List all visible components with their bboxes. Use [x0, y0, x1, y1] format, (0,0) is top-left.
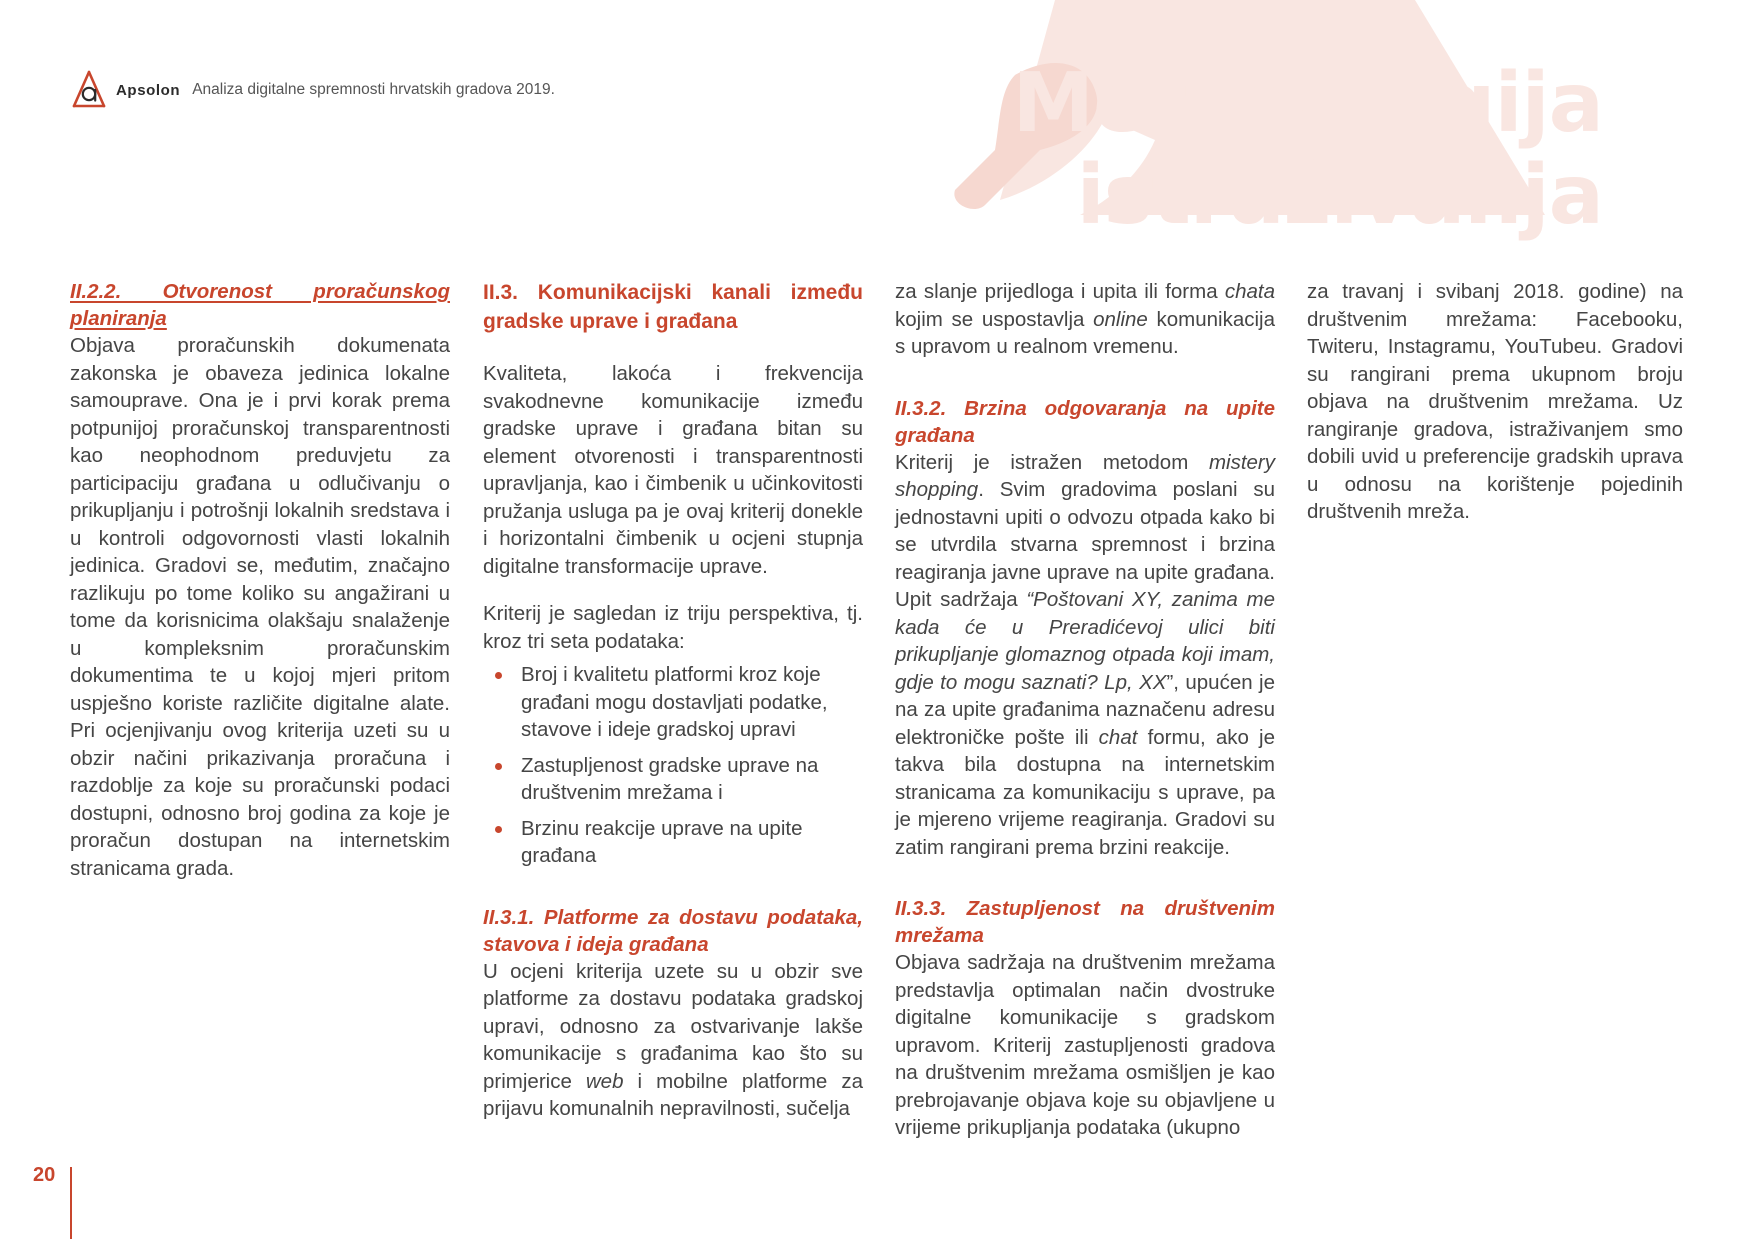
paragraph-criteria-perspectives: Kriterij je sagledan iz triju perspektiva, tj. kroz tri seta podataka:	[483, 602, 863, 653]
column-1	[70, 278, 450, 882]
brand-name: Apsolon	[116, 81, 181, 99]
paragraph-social-media-continued: za travanj i svibanj 2018. godine) na društvenim mrežama: Facebooku, Twiteru, Instagramu, YouTubeu. Gradovi su rangirani prema ukupnom broju objava na društvenim mrežama. Uz rangiranje gradova, istraživanjem smo dobili uvid u preferencije gradskih uprava u odnosu na korištenje pojedinih društvenih mreža.	[1307, 280, 1683, 523]
perspectives-list	[483, 661, 863, 870]
section-title-line1: Metodologija	[1012, 56, 1603, 151]
page-number: 20	[33, 1164, 56, 1186]
paragraph-platforms: U ocjeni kriterija uzete su u obzir sve platforme za dostavu podataka gradskoj upravi, odnosno za ostvarivanje lakše komunikacije s građanima kao što su primjerice web i mobilne platforme za prijavu komunalnih nepravilnosti, sučelja	[483, 959, 864, 1120]
paragraph-response-speed: Kriterij je istražen metodom mistery shopping. Svim gradovima poslani su jednostavni upiti o odvozu otpada kako bi se utvrdila stvarna spremnost i brzina reagiranja javne uprave na upite građana. Upit sadržaja “Poštovani XY, zanima me kada će u Preradićevoj ulici biti prikupljanje glomaznog otpada koji imam, gdje to mogu saznati? Lp, XX”, upućen je na za upite građanima naznačenu adresu elektroničke pošte ili chat formu, ako je takva bila dostupna na internetskim stranicama za komunikaciju s uprave, pa je mjereno vrijeme reagiranja. Gradovi su zatim rangirani prema brzini reakcije.	[895, 450, 1276, 859]
paragraph-social-media: Objava sadržaja na društvenim mrežama predstavlja optimalan način dvostruke digitalne komunikacije s gradskom upravom. Kriterij zastupljenosti gradova na društvenim mrežama osmišljen je kao prebrojavanje objava koje su objavljene u vrijeme prikupljanja podataka (ukupno	[895, 951, 1275, 1139]
column-2	[483, 278, 863, 1123]
list-item: Brzinu reakcije uprave na upite građana	[483, 815, 863, 870]
paragraph-communication-intro: Kvaliteta, lakoća i frekvencija svakodnevne komunikacije između gradske uprave i građana bitan su element otvorenosti i transparentnosti upravljanja, kao i čimbenik u učinkovitosti pružanja usluga pa je ovaj kriterij donekle i horizontalni čimbenik u ocjeni stupnja digitalne transformacije uprave.	[483, 362, 863, 578]
column-4	[1307, 278, 1683, 526]
column-3	[895, 278, 1275, 1142]
heading-response-speed: II.3.2. Brzina odgovaranja na upite građana	[895, 396, 1275, 447]
list-item: Zastupljenost gradske uprave na društvenim mrežama i	[483, 752, 863, 807]
list-item: Broj i kvalitetu platformi kroz koje građani mogu dostavljati podatke, stavove i ideje gradskoj upravi	[483, 661, 863, 744]
paragraph-platforms-continued: za slanje prijedloga i upita ili forma chata kojim se uspostavlja online komunikacija s upravom u realnom vremenu.	[895, 280, 1275, 358]
page-number-rule	[70, 1167, 72, 1239]
heading-platforms: II.3.1. Platforme za dostavu podataka, stavova i ideja građana	[483, 905, 863, 956]
report-title: Analiza digitalne spremnosti hrvatskih gradova 2019.	[192, 81, 555, 98]
heading-budget-openness: II.2.2. Otvorenost proračunskog planiranja	[70, 280, 450, 330]
heading-social-media: II.3.3. Zastupljenost na društvenim mrežama	[895, 897, 1275, 947]
heading-communication-channels: II.3. Komunikacijski kanali između gradske uprave i građana	[483, 281, 863, 333]
paragraph-budget-openness: Objava proračunskih dokumenata zakonska je obaveza jedinica lokalne samouprave. Ona je i prvi korak prema potpunijoj proračunskoj transparentnosti kao neophodnom preduvjetu za participaciju građana u odlučivanju o prikupljanju i potrošnji lokalnih sredstava i u kontroli odgovornosti vlasti lokalnih jedinica. Gradovi se, međutim, značajno razlikuju po tome koliko su angažirani u tome da korisnicima olakšaju snalaženje u kompleksnim proračunskim dokumentima te u kojoj mjeri pritom uspješno koriste različite digitalne alate. Pri ocjenjivanju ovog kriterija uzeti su u obzir načini prikazivanja proračuna i razdoblje za koje su proračunski podaci dostupni, odnosno broj godina za koje je proračun dostupan na internetskim stranicama grada.	[70, 334, 450, 880]
section-title-line2: istraživanja	[1076, 148, 1603, 243]
apsolon-logo-icon	[70, 70, 108, 110]
page-header	[70, 70, 555, 110]
section-title-watermark	[1013, 58, 1603, 242]
